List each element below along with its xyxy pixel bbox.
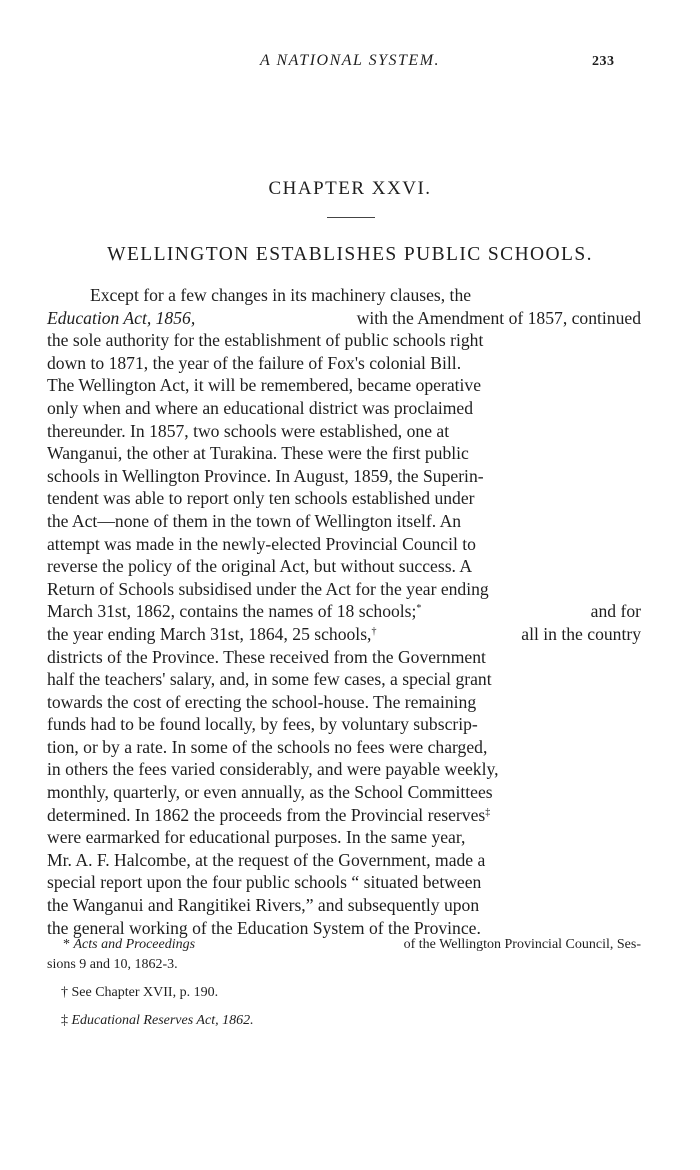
act-title: Education Act, 1856, — [47, 307, 196, 328]
running-title: A NATIONAL SYSTEM. — [259, 52, 441, 69]
body-line: districts of the Province. These received from the Government — [47, 646, 486, 667]
body-line — [47, 600, 641, 623]
body-line-text: March 31st, 1862, contains the names of 18 schools; — [47, 601, 417, 622]
body-line-text: determined. In 1862 the proceeds from the Provincial reserves — [47, 804, 486, 825]
body-line: funds had to be found locally, by fees, by voluntary subscrip- — [47, 714, 478, 735]
footnote-mark: ‡ — [61, 1013, 68, 1028]
footnote-ref-dagger: † — [371, 625, 377, 637]
running-header — [0, 52, 700, 74]
footnote-title: Acts and Proceedings — [73, 937, 196, 952]
body-line: half the teachers' salary, and, in some few cases, a special grant — [47, 669, 492, 690]
body-line-rest: with the Amendment of 1857, continued — [356, 307, 641, 328]
body-line-part — [47, 804, 490, 827]
footnote-double-dagger — [47, 1011, 641, 1031]
body-line: Mr. A. F. Halcombe, at the request of the Government, made a — [47, 849, 486, 870]
body-line-part — [47, 623, 376, 646]
body-line: were earmarked for educational purposes. In the same year, — [47, 827, 466, 848]
footnote-mark: † — [61, 985, 68, 1000]
footnote-text: Educational Reserves Act, 1862. — [71, 1013, 254, 1028]
body-line: Except for a few changes in its machinery clauses, the — [90, 285, 472, 305]
heading-rule — [327, 217, 375, 218]
body-line: schools in Wellington Province. In August, 1859, the Superin- — [47, 465, 484, 486]
body-line — [47, 804, 641, 827]
body-line-part: all in the country — [521, 623, 641, 644]
footnote-mark: * — [63, 937, 70, 952]
body-line: the sole authority for the establishment of public schools right — [47, 330, 484, 351]
footnote-dagger — [47, 983, 641, 1003]
body-text — [47, 284, 641, 939]
footnote-line-part: of the Wellington Provincial Council, Ses- — [403, 937, 641, 952]
body-line: the general working of the Education System of the Province. — [47, 917, 481, 938]
chapter-title: WELLINGTON ESTABLISHES PUBLIC SCHOOLS. — [107, 244, 593, 265]
body-line-part: and for — [590, 601, 641, 622]
body-line: thereunder. In 1857, two schools were established, one at — [47, 420, 450, 441]
body-line: towards the cost of erecting the school-house. The remaining — [47, 691, 477, 712]
body-line: The Wellington Act, it will be remembered, became operative — [47, 375, 482, 396]
body-line: only when and where an educational district was proclaimed — [47, 397, 474, 418]
footnote-line: sions 9 and 10, 1862-3. — [47, 957, 178, 972]
chapter-heading: CHAPTER XXVI. — [268, 178, 432, 199]
page-number: 233 — [592, 54, 615, 69]
body-line — [47, 307, 641, 330]
footnote-ref-double-dagger: ‡ — [485, 806, 491, 818]
footnote-text: See Chapter XVII, p. 190. — [71, 985, 219, 1000]
footnote-ref-star: * — [416, 603, 422, 615]
body-line: special report upon the four public schools “ situated between — [47, 872, 482, 893]
body-line: reverse the policy of the original Act, but without success. A — [47, 556, 473, 577]
body-line: monthly, quarterly, or even annually, as the School Committees — [47, 782, 493, 803]
footnote-star — [47, 935, 641, 975]
body-line: down to 1871, the year of the failure of Fox's colonial Bill. — [47, 352, 462, 373]
body-line: the Wanganui and Rangitikei Rivers,” and subsequently upon — [47, 895, 480, 916]
body-line-text: the year ending March 31st, 1864, 25 schools, — [47, 623, 372, 644]
body-line: attempt was made in the newly-elected Provincial Council to — [47, 533, 476, 554]
footnotes — [47, 935, 641, 1039]
body-line: Wanganui, the other at Turakina. These were the first public — [47, 443, 469, 464]
body-line — [47, 623, 641, 646]
body-line: tendent was able to report only ten schools established under — [47, 488, 475, 509]
footnote-line — [47, 935, 641, 955]
body-line: the Act—none of them in the town of Wellington itself. An — [47, 510, 462, 531]
body-line: in others the fees varied considerably, and were payable weekly, — [47, 759, 499, 780]
footnote-line-part — [63, 935, 195, 955]
body-line: Return of Schools subsidised under the Act for the year ending — [47, 578, 489, 599]
body-line: tion, or by a rate. In some of the schools no fees were charged, — [47, 736, 488, 757]
body-line-part — [47, 600, 421, 623]
